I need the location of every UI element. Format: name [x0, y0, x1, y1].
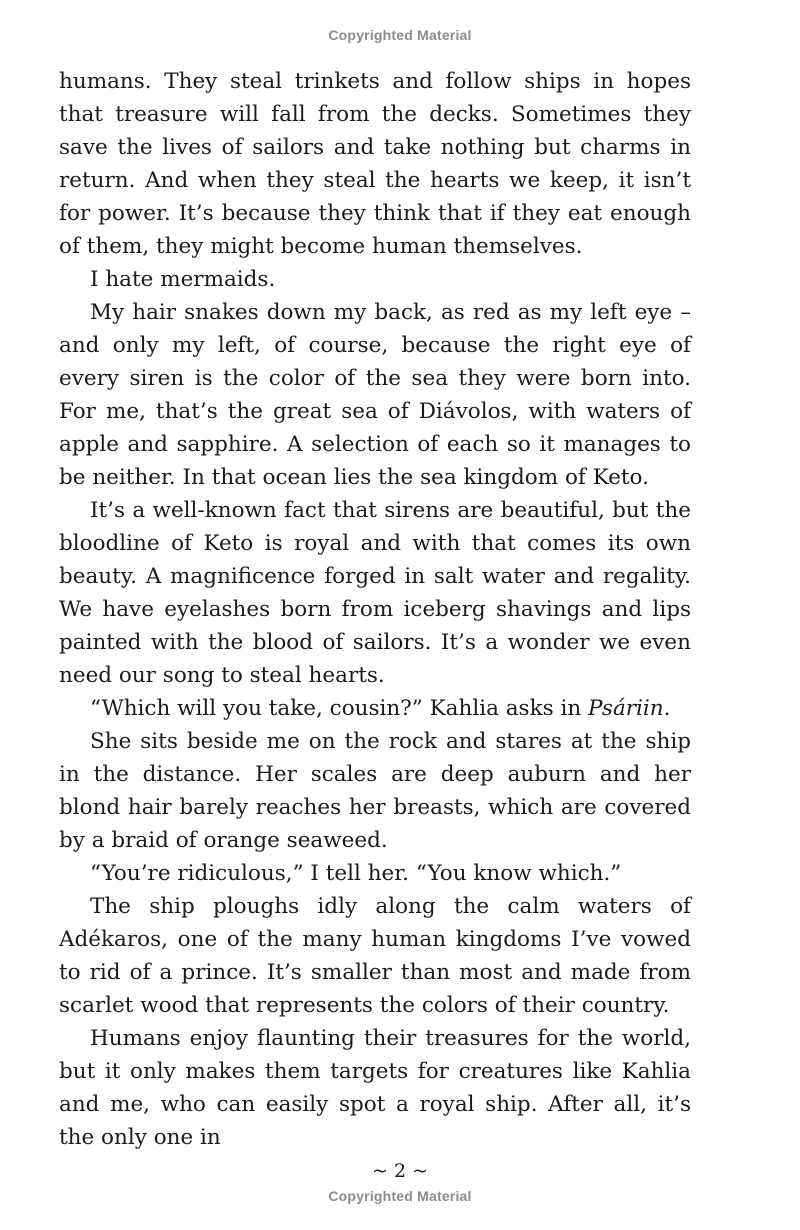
paragraph: The ship ploughs idly along the calm waters of Adékaros, one of the many human kingdoms I’ve vowed to rid of a prince. It’s smaller than most and made from scarlet wood that represents the colors of their country. [59, 894, 691, 1018]
paragraph: It’s a well-known fact that sirens are beautiful, but the bloodline of Keto is royal and with that comes its own beauty. A magnificence forged in salt water and regality. We have eyelashes born from iceberg shavings and lips painted with the blood of sailors. It’s a wonder we even need our song to steal hearts. [59, 498, 691, 688]
paragraph-dialogue [59, 692, 691, 725]
dialogue-punctuation: . [663, 696, 671, 721]
paragraph-continuation: humans. They steal trinkets and follow ships in hopes that treasure will fall from the decks. Sometimes they save the lives of sailors and take nothing but charms in return. And when they steal the hearts we keep, it isn’t for power. It’s because they think that if they eat enough of them, they might become human themselves. [59, 69, 691, 259]
paragraph: “You’re ridiculous,” I tell her. “You know which.” [90, 861, 622, 886]
body-text [59, 65, 691, 1154]
dialogue-text: “Which will you take, cousin?” Kahlia asks in [90, 696, 589, 721]
italic-language-name: Psáriin [588, 696, 664, 721]
page-number: ~ 2 ~ [371, 1160, 428, 1182]
copyright-watermark-bottom: Copyrighted Material [328, 1188, 472, 1204]
paragraph: Humans enjoy flaunting their treasures for the world, but it only makes them targets for creatures like Kahlia and me, who can easily spot a royal ship. After all, it’s the only one in [59, 1026, 691, 1150]
copyright-watermark-top: Copyrighted Material [328, 27, 472, 43]
paragraph: I hate mermaids. [90, 267, 276, 292]
paragraph: She sits beside me on the rock and stares at the ship in the distance. Her scales are deep auburn and her blond hair barely reaches her breasts, which are covered by a braid of orange seaweed. [59, 729, 691, 853]
paragraph: My hair snakes down my back, as red as my left eye – and only my left, of course, because the right eye of every siren is the color of the sea they were born into. For me, that’s the great sea of Diávolos, with waters of apple and sapphire. A selection of each so it manages to be neither. In that ocean lies the sea kingdom of Keto. [59, 300, 691, 490]
